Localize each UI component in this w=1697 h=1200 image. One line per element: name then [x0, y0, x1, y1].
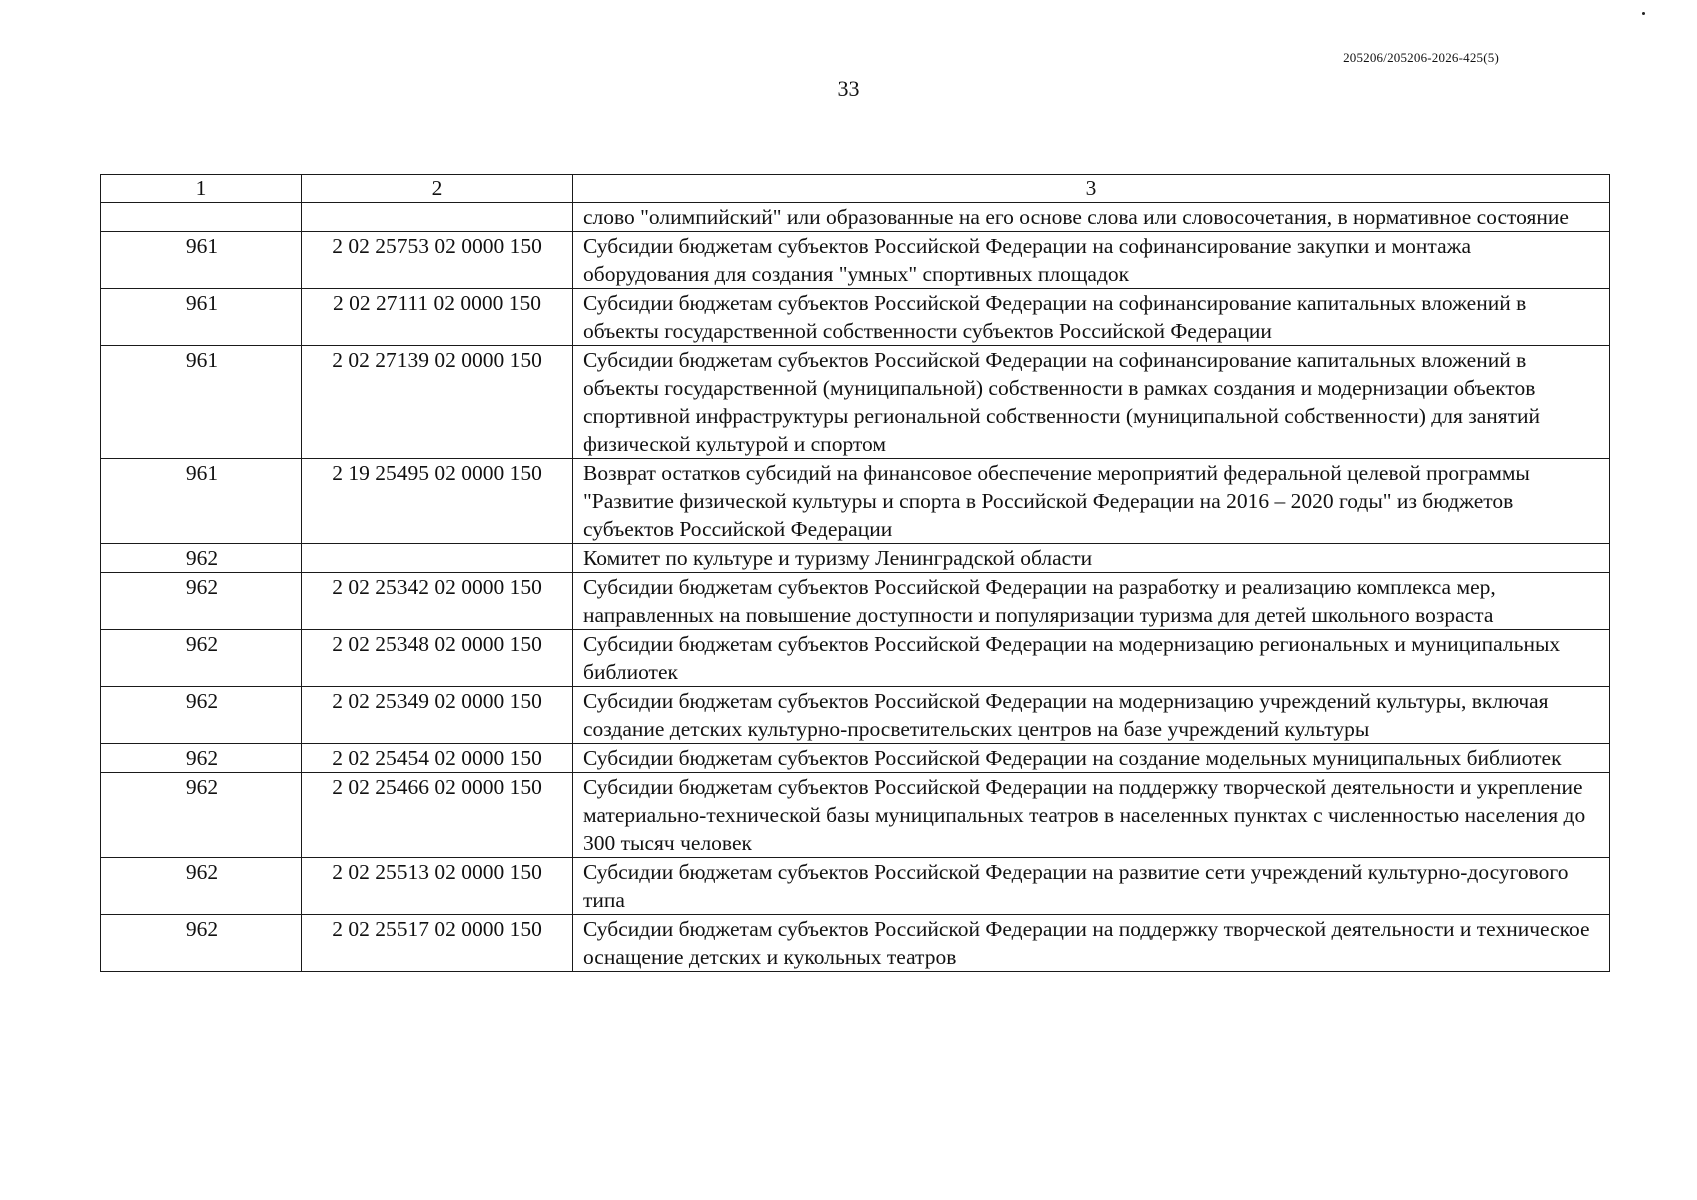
kbk-cell — [302, 544, 573, 573]
kbk-cell: 2 02 25348 02 0000 150 — [302, 630, 573, 687]
page-number: 33 — [837, 76, 860, 101]
admin-code-cell: 961 — [101, 346, 302, 459]
table-row — [101, 744, 1610, 773]
description-cell: Субсидии бюджетам субъектов Российской Федерации на создание модельных муниципальных библиотек — [573, 744, 1610, 773]
document-id: 205206/205206-2026-425(5) — [1343, 50, 1499, 65]
admin-code-cell: 961 — [101, 289, 302, 346]
budget-codes-table-container — [100, 174, 1609, 972]
table-row — [101, 573, 1610, 630]
description-cell: Возврат остатков субсидий на финансовое обеспечение мероприятий федеральной целевой программы "Развитие физической культуры и спорта в Российской Федерации на 2016 – 2020 годы" из бюджетов субъектов Российской Федерации — [573, 459, 1610, 544]
scan-dot-mark — [1642, 12, 1645, 15]
column-header-1: 1 — [101, 175, 302, 203]
kbk-cell: 2 02 25342 02 0000 150 — [302, 573, 573, 630]
admin-code-cell: 962 — [101, 544, 302, 573]
admin-code-cell: 962 — [101, 858, 302, 915]
table-row — [101, 544, 1610, 573]
table-row — [101, 203, 1610, 232]
table-row — [101, 459, 1610, 544]
table-row — [101, 915, 1610, 972]
admin-code-cell: 962 — [101, 744, 302, 773]
description-cell: Субсидии бюджетам субъектов Российской Федерации на поддержку творческой деятельности и укрепление материально-технической базы муниципальных театров в населенных пунктах с численностью населения до 300 тысяч человек — [573, 773, 1610, 858]
table-row — [101, 687, 1610, 744]
kbk-cell: 2 02 25513 02 0000 150 — [302, 858, 573, 915]
kbk-cell: 2 02 25454 02 0000 150 — [302, 744, 573, 773]
column-header-2: 2 — [302, 175, 573, 203]
table-header-row — [101, 175, 1610, 203]
admin-code-cell: 962 — [101, 687, 302, 744]
table-row — [101, 630, 1610, 687]
description-cell: Комитет по культуре и туризму Ленинградской области — [573, 544, 1610, 573]
admin-code-cell: 961 — [101, 232, 302, 289]
description-cell: слово "олимпийский" или образованные на его основе слова или словосочетания, в нормативное состояние — [573, 203, 1610, 232]
description-cell: Субсидии бюджетам субъектов Российской Федерации на модернизацию учреждений культуры, включая создание детских культурно-просветительских центров на базе учреждений культуры — [573, 687, 1610, 744]
admin-code-cell: 962 — [101, 773, 302, 858]
description-cell: Субсидии бюджетам субъектов Российской Федерации на развитие сети учреждений культурно-досугового типа — [573, 858, 1610, 915]
kbk-cell: 2 19 25495 02 0000 150 — [302, 459, 573, 544]
table-row — [101, 346, 1610, 459]
description-cell: Субсидии бюджетам субъектов Российской Федерации на софинансирование закупки и монтажа оборудования для создания "умных" спортивных площадок — [573, 232, 1610, 289]
description-cell: Субсидии бюджетам субъектов Российской Федерации на модернизацию региональных и муниципальных библиотек — [573, 630, 1610, 687]
description-cell: Субсидии бюджетам субъектов Российской Федерации на поддержку творческой деятельности и техническое оснащение детских и кукольных театров — [573, 915, 1610, 972]
kbk-cell — [302, 203, 573, 232]
admin-code-cell — [101, 203, 302, 232]
description-cell: Субсидии бюджетам субъектов Российской Федерации на софинансирование капитальных вложений в объекты государственной собственности субъектов Российской Федерации — [573, 289, 1610, 346]
table-row — [101, 773, 1610, 858]
table-row — [101, 289, 1610, 346]
kbk-cell: 2 02 27139 02 0000 150 — [302, 346, 573, 459]
description-cell: Субсидии бюджетам субъектов Российской Федерации на софинансирование капитальных вложений в объекты государственной (муниципальной) собственности в рамках создания и модернизации объектов спортивной инфраструктуры региональной собственности (муниципальной собственности) для занятий физической культурой и спортом — [573, 346, 1610, 459]
kbk-cell: 2 02 25753 02 0000 150 — [302, 232, 573, 289]
kbk-cell: 2 02 25517 02 0000 150 — [302, 915, 573, 972]
admin-code-cell: 962 — [101, 915, 302, 972]
admin-code-cell: 962 — [101, 630, 302, 687]
kbk-cell: 2 02 25349 02 0000 150 — [302, 687, 573, 744]
kbk-cell: 2 02 27111 02 0000 150 — [302, 289, 573, 346]
admin-code-cell: 961 — [101, 459, 302, 544]
budget-codes-table — [100, 174, 1610, 972]
table-row — [101, 232, 1610, 289]
table-row — [101, 858, 1610, 915]
column-header-3: 3 — [573, 175, 1610, 203]
description-cell: Субсидии бюджетам субъектов Российской Федерации на разработку и реализацию комплекса мер, направленных на повышение доступности и популяризации туризма для детей школьного возраста — [573, 573, 1610, 630]
admin-code-cell: 962 — [101, 573, 302, 630]
kbk-cell: 2 02 25466 02 0000 150 — [302, 773, 573, 858]
